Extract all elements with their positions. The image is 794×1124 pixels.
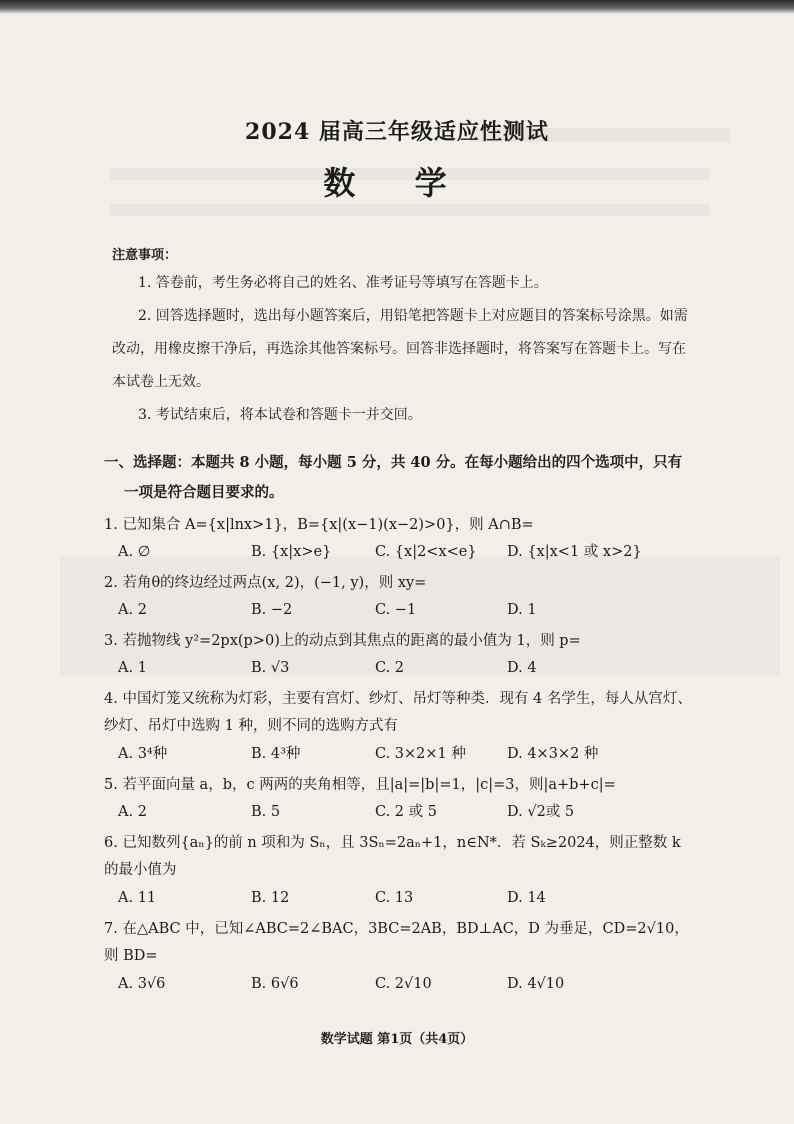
option-d: D. 4×3×2 种 [507,746,599,762]
option-c: C. 2√10 [375,976,432,992]
notice-heading: 注意事项： [112,248,178,263]
option-b: B. −2 [251,602,293,618]
question-stem: 4. 中国灯笼又统称为灯彩，主要有宫灯、纱灯、吊灯等种类．现有 4 名学生，每人从宫灯、纱灯、吊灯中选购 1 种，则不同的选购方式有 [104,691,692,734]
section-heading [104,448,694,508]
option-b: B. 6√6 [251,976,299,992]
question-stem: 6. 已知数列{aₙ}的前 n 项和为 Sₙ，且 3Sₙ=2aₙ+1，n∈N*．若 Sₖ≥2024，则正整数 k 的最小值为 [104,835,681,878]
options-row [104,740,694,768]
options-row [104,970,694,998]
option-d: D. 4√10 [507,976,565,992]
option-d: D. 14 [507,890,546,906]
option-a: A. 1 [118,660,147,676]
notice-item: 3. 考试结束后，将本试卷和答题卡一并交回。 [138,407,422,423]
option-a: A. 3⁴种 [118,746,168,762]
option-d: D. 1 [507,602,537,618]
question-stem: 7. 在△ABC 中，已知∠ABC=2∠BAC，3BC=2AB，BD⊥AC，D 为垂足，CD=2√10，则 BD= [104,921,689,964]
option-b: B. {x|x>e} [251,544,332,560]
option-b: B. 5 [251,804,281,820]
question-stem: 5. 若平面向量 a，b，c 两两的夹角相等，且|a|=|b|=1，|c|=3，则|a+b+c|= [104,777,616,793]
bleed-through [110,204,710,216]
option-c: C. 3×2×1 种 [375,746,466,762]
options-row [104,596,694,624]
section-line: 一、选择题：本题共 8 小题，每小题 5 分，共 40 分。在每小题给出的四个选项中，只有 [104,454,683,471]
option-c: C. {x|2<x<e} [375,544,477,560]
options-row [104,654,694,682]
question-1 [104,512,694,566]
notice-item: 2. 回答选择题时，选出每小题答案后，用铅笔把答题卡上对应题目的答案标号涂黑。如需改动，用橡皮擦干净后，再选涂其他答案标号。回答非选择题时，将答案写在答题卡上。写在本试卷上无效。 [112,308,688,390]
question-3 [104,628,694,682]
question-5 [104,772,694,826]
page-footer: 数学试题 第1页（共4页） [320,1032,474,1047]
option-b: B. 4³种 [251,746,301,762]
question-stem: 2. 若角θ的终边经过两点(x, 2)，(−1, y)，则 xy= [104,575,427,591]
option-d: D. √2或 5 [507,804,575,820]
option-b: B. √3 [251,660,290,676]
option-b: B. 12 [251,890,290,906]
option-a: A. 2 [118,602,147,618]
option-a: A. 3√6 [118,976,166,992]
option-c: C. 13 [375,890,414,906]
section-line: 一项是符合题目要求的。 [124,484,284,501]
option-c: C. 2 或 5 [375,804,437,820]
notice-item: 1. 答卷前，考生务必将自己的姓名、准考证号等填写在答题卡上。 [138,275,548,291]
option-c: C. 2 [375,660,405,676]
scan-edge [0,0,794,14]
question-stem: 3. 若抛物线 y²=2px(p>0)上的动点到其焦点的距离的最小值为 1，则 p= [104,633,581,649]
option-a: A. ∅ [118,544,151,560]
question-7 [104,916,694,998]
question-6 [104,830,694,912]
option-a: A. 11 [118,890,157,906]
option-c: C. −1 [375,602,417,618]
notice-block [112,245,692,432]
options-row [104,538,694,566]
questions-block [104,448,694,998]
subject-title: 数 学 [323,164,471,202]
options-row [104,798,694,826]
option-d: D. {x|x<1 或 x>2} [507,544,642,560]
option-d: D. 4 [507,660,537,676]
question-stem: 1. 已知集合 A={x|lnx>1}，B={x|(x−1)(x−2)>0}，则 A∩B= [104,517,534,533]
question-2 [104,570,694,624]
exam-title: 2024 届高三年级适应性测试 [245,119,549,145]
question-4 [104,686,694,768]
option-a: A. 2 [118,804,147,820]
options-row [104,884,694,912]
